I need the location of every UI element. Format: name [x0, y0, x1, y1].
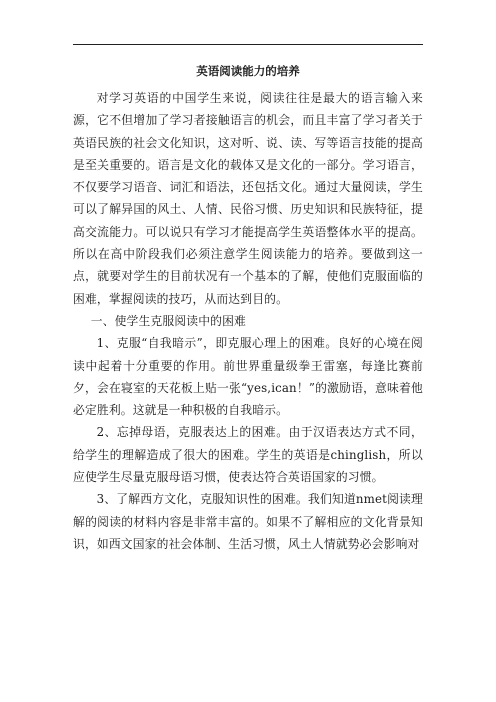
document-body	[73, 87, 423, 555]
intro-paragraph: 对学习英语的中国学生来说，阅读往往是最大的语言输入来源，它不但增加了学习者接触语言的机会，而且丰富了学习者关于英语民族的社会文化知识，这对听、说、读、写等语言技能的提高是至关重要的。语言是文化的载体又是文化的一部分。学习语言，不仅要学习语音、词汇和语法，还包括文化。通过大量阅读，学生可以了解异国的风土、人情、民俗习惯、历史知识和民族特征，提高交流能力。可以说只有学习才能提高学生英语整体水平的提高。所以在高中阶段我们必须注意学生阅读能力的培养。要做到这一点，就要对学生的目前状况有一个基本的了解，使他们克服面临的困难，掌握阅读的技巧，从而达到目的。	[73, 91, 423, 306]
section-heading: 一、使学生克服阅读中的困难	[90, 313, 246, 328]
document-title: 英语阅读能力的培养	[196, 64, 300, 78]
point-paragraph-1: 1、克服“自我暗示”，即克服心理上的困难。良好的心境在阅读中起着十分重要的作用。前世界重量级拳王雷塞，每逢比赛前夕，会在寝室的天花板上贴一张“yes,ican！”的激励语，意味着他必定胜利。这就是一种积极的自我暗示。	[73, 336, 423, 418]
header-rule	[73, 44, 423, 45]
point-paragraph-3: 3、了解西方文化，克服知识性的困难。我们知道nmet阅读理解的阅读的材料内容是非常丰富的。如果不了解相应的文化背景知识，如西文国家的社会体制、生活习惯，风土人情就势必会影响对	[73, 492, 423, 551]
point-paragraph-2: 2、忘掉母语，克服表达上的困难。由于汉语表达方式不同，给学生的理解造成了很大的困难。学生的英语是chinglish，所以应使学生尽量克服母语习惯，使表达符合英语国家的习惯。	[73, 425, 423, 485]
